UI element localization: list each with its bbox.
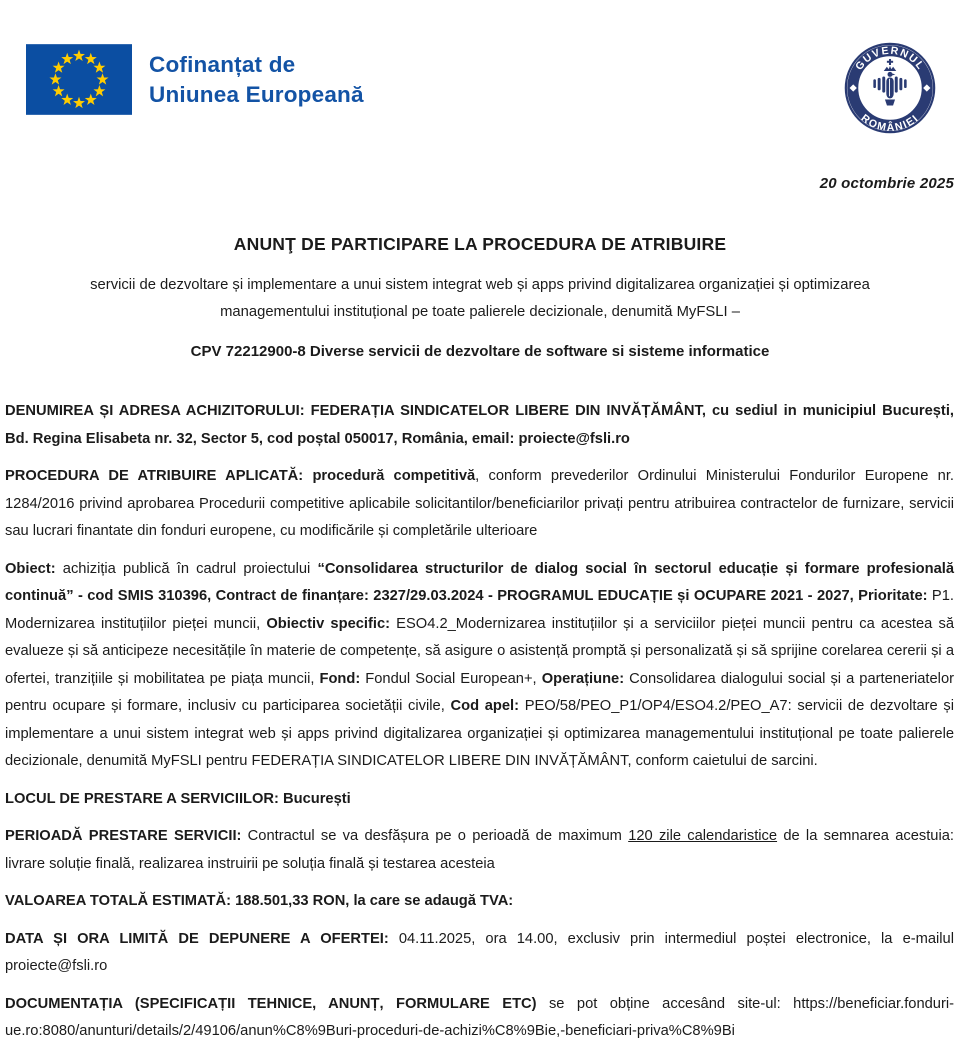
paragraph xyxy=(5,888,954,916)
page-title: ANUNŢ DE PARTICIPARE LA PROCEDURA DE ATRIBUIRE xyxy=(233,234,727,254)
eu-cofunded-label-line1: Cofinanțat de xyxy=(149,51,296,77)
text-segment: de la semnarea acestuia: livrare soluție finală, realizarea instruirii pe soluția finală și testarea acesteia xyxy=(5,828,954,872)
text-segment: P1. Modernizarea instituțiilor pieței muncii, xyxy=(5,588,954,632)
text-segment: PROCEDURA DE ATRIBUIRE APLICATĂ: procedură competitivă xyxy=(5,468,476,485)
text-segment: Fondul Social European+, xyxy=(360,670,542,687)
seal-top-text: GUVERNUL xyxy=(853,44,927,73)
paragraph xyxy=(5,556,954,776)
text-segment: “Consolidarea structurilor de dialog social în sectorul educație și formare profesională continuă” - cod SMIS 310396, Contract de finanțare: 2327/29.03.2024 - PROGRAMUL EDUCAȚIE și OCUPARE 2021 - 2027, Prioritate: xyxy=(5,560,955,605)
text-segment: Cod apel: xyxy=(450,698,520,715)
eu-flag-icon xyxy=(26,44,132,115)
seal-bottom-text: ROMÂNIEI xyxy=(858,112,922,134)
text-segment: PEO/58/PEO_P1/OP4/ESO4.2/PEO_A7: servicii de dezvoltare și implementare a unui sistem integrat web și apps privind digitalizarea organizației și optimizarea managementului instituțional pe toate palierele decizionale, denumită MyFSLI pentru FEDERAȚIA SINDICATELOR LIBERE DIN INVĂȚĂMÂNT, conform caietului de sarcini. xyxy=(5,698,954,770)
text-segment: se pot obține accesând site-ul: xyxy=(536,995,794,1012)
text-segment: achiziția publică în cadrul proiectului xyxy=(55,560,318,577)
paragraph xyxy=(5,991,954,1046)
body-paragraphs xyxy=(0,398,960,1046)
romanian-government-seal-icon xyxy=(844,42,936,139)
paragraph xyxy=(5,463,954,546)
text-segment: Operațiune: xyxy=(541,670,625,687)
eu-cofunded-logo xyxy=(26,44,364,115)
document-date: 20 octombrie 2025 xyxy=(819,175,954,192)
text-segment: DATA ȘI ORA LIMITĂ DE DEPUNERE A OFERTEI: xyxy=(5,930,389,947)
text-segment: Consolidarea dialogului social și a parteneriatelor pentru ocupare și formare, inclusiv cu participarea societății civile, xyxy=(5,670,955,715)
document-subtitle: servicii de dezvoltare și implementare a unui sistem integrat web și apps privind digitalizarea organizației și optimizarea managementului instituțional pe toate palierele decizionale, denumită MyFSLI – xyxy=(90,277,870,321)
text-segment: Obiectiv specific: xyxy=(266,615,391,632)
text-segment: , conform prevederilor Ordinului Ministerului Fondurilor Europene nr. 1284/2016 privind aprobarea Procedurii competitive aplicabile solicitantilor/beneficiarilor privați pentru atribuirea contractelor de furnizare, servicii sau lucrari finantate din fonduri europene, cu modificările și completările ulterioare xyxy=(5,468,954,540)
text-segment: Obiect: xyxy=(5,560,56,577)
text-segment: 04.11.2025, ora 14.00, exclusiv prin intermediul poștei electronice, la e-mailul proiecte@fsli.ro xyxy=(5,930,954,975)
text-segment: LOCUL DE PRESTARE A SERVICIILOR: București xyxy=(5,790,351,807)
document-header xyxy=(0,0,960,139)
cpv-line: CPV 72212900-8 Diverse servicii de dezvoltare de software si sisteme informatice xyxy=(190,343,770,361)
paragraph xyxy=(5,823,954,878)
eu-cofunded-label xyxy=(149,50,364,110)
paragraph xyxy=(5,786,954,814)
text-segment: Fond: xyxy=(319,670,361,687)
text-segment: ESO4.2_Modernizarea instituțiilor și a serviciilor pieței muncii pentru ca acestea să evalueze și să anticipeze necesitățile în materie de competențe, să asigure o asistență promptă și personalizată și să sprijine corelarea cererii și a ofertei, tranzițiile și mobilitatea pe piața muncii, xyxy=(5,615,954,687)
text-segment: DENUMIREA ȘI ADRESA ACHIZITORULUI: FEDERAȚIA SINDICATELOR LIBERE DIN INVĂȚĂMÂNT, cu sediul in municipiul București, Bd. Regina Elisabeta nr. 32, Sector 5, cod poștal 050017, România, email: proiecte@fsli.ro xyxy=(5,403,954,447)
paragraph xyxy=(5,398,954,453)
eu-cofunded-label-line2: Uniunea Europeană xyxy=(149,81,364,107)
paragraph xyxy=(5,926,954,981)
text-segment: PERIOADĂ PRESTARE SERVICII: xyxy=(5,828,242,845)
text-segment: 120 zile calendaristice xyxy=(628,828,778,845)
text-segment: DOCUMENTAȚIA (SPECIFICAȚII TEHNICE, ANUNȚ, FORMULARE ETC) xyxy=(5,995,537,1012)
text-segment: VALOAREA TOTALĂ ESTIMATĂ: 188.501,33 RON, la care se adaugă TVA: xyxy=(5,893,514,910)
text-segment: Contractul se va desfășura pe o perioadă de maximum xyxy=(241,828,629,845)
document-url: https://beneficiar.fonduri-ue.ro:8080/anunturi/details/2/49106/anun%C8%9Buri-proceduri-de-achizi%C8%9Bie,-beneficiari-priva%C8%9Bi xyxy=(5,995,955,1040)
